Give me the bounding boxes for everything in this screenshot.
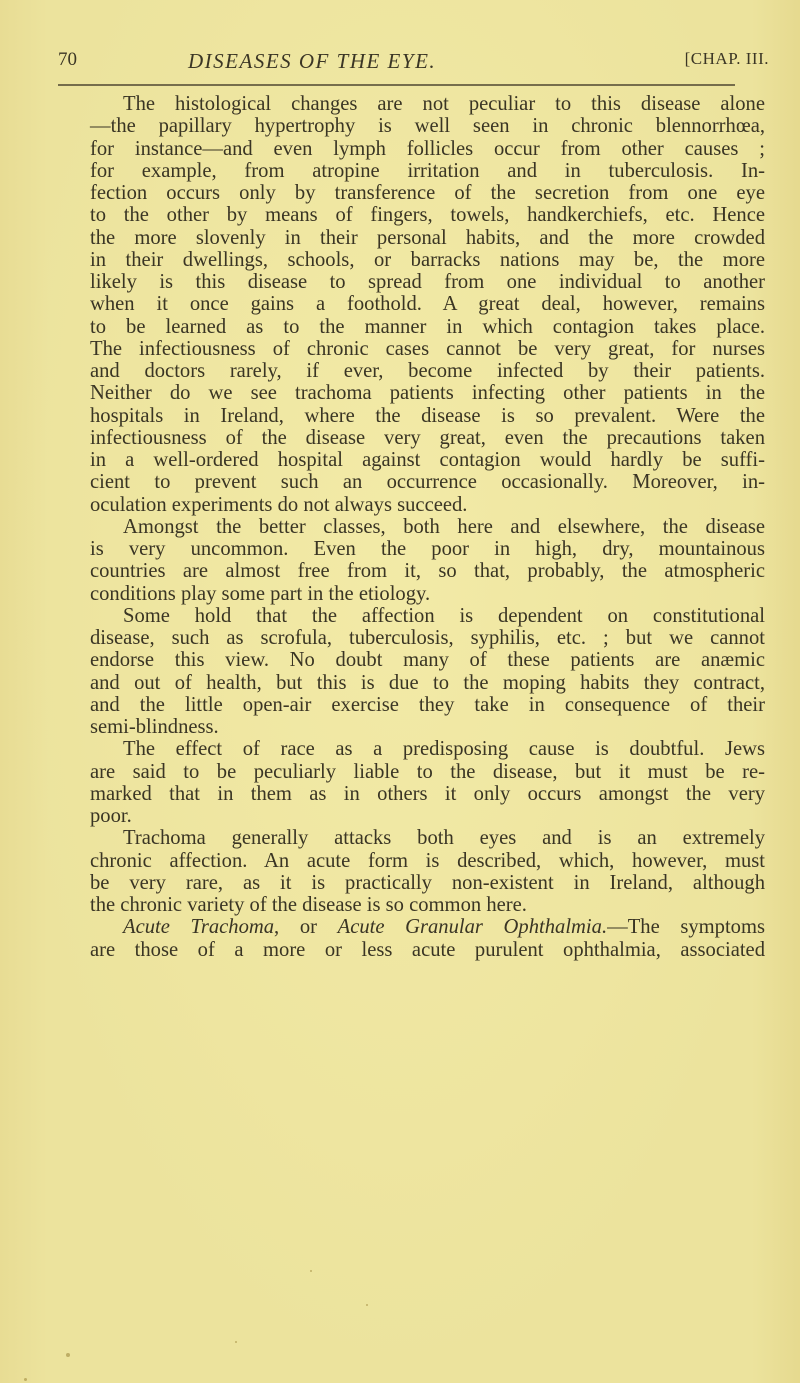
section-heading-italic: Acute Trachoma xyxy=(123,916,275,939)
text-line: oculation experiments do not always succeed. xyxy=(90,493,468,516)
text-line: to the other by means of fingers, towels, handkerchiefs, etc. Hence xyxy=(90,204,765,227)
text-line: chronic affection. An acute form is described, which, however, must xyxy=(90,849,765,872)
text-line: The infectiousness of chronic cases cannot be very great, for nurses xyxy=(90,337,765,360)
text-line: conditions play some part in the etiology. xyxy=(90,582,431,605)
text-line: Amongst the better classes, both here and elsewhere, the disease xyxy=(123,515,765,538)
text-line: and doctors rarely, if ever, become infected by their patients. xyxy=(90,360,765,382)
paragraph xyxy=(90,516,765,605)
text-line: likely is this disease to spread from one individual to another xyxy=(90,271,765,293)
paragraph xyxy=(90,916,765,961)
body-text xyxy=(90,93,765,961)
chapter-label: [CHAP. III. xyxy=(684,49,769,68)
text-line: to be learned as to the manner in which contagion takes place. xyxy=(90,315,765,338)
section-heading-italic: Acute Granular Ophthalmia. xyxy=(337,916,608,939)
text-line: when it once gains a foothold. A great deal, however, remains xyxy=(90,293,765,316)
text-line: the chronic variety of the disease is so common here. xyxy=(90,894,527,916)
text-line: and out of health, but this is due to the moping habits they contract, xyxy=(90,671,765,694)
text-line xyxy=(90,916,765,938)
header-rule xyxy=(58,84,735,86)
paper-speck xyxy=(235,1341,237,1343)
paragraph xyxy=(90,738,765,827)
book-page xyxy=(58,49,769,75)
paper-speck xyxy=(366,1304,368,1306)
text-line: the more slovenly in their personal habits, and the more crowded xyxy=(90,226,765,249)
text-line: and the little open-air exercise they take in consequence of their xyxy=(90,693,765,716)
lead-rest-text: —The symptoms xyxy=(607,916,766,939)
text-line: Trachoma generally attacks both eyes and is an extremely xyxy=(123,827,765,850)
connector-text: , or xyxy=(274,916,338,939)
text-line: semi-blindness. xyxy=(90,716,219,738)
text-line: for instance—and even lymph follicles occur from other causes ; xyxy=(90,137,765,160)
text-line: endorse this view. No doubt many of these patients are anæmic xyxy=(90,649,765,672)
text-line: fection occurs only by transference of the secretion from one eye xyxy=(90,182,765,204)
page-number: 70 xyxy=(58,49,77,70)
paper-speck xyxy=(66,1353,70,1357)
text-line: Some hold that the affection is dependent on constitutional xyxy=(123,604,765,627)
text-line: hospitals in Ireland, where the disease is so prevalent. Were the xyxy=(90,404,765,427)
paragraph xyxy=(90,827,765,916)
text-line: in a well-ordered hospital against contagion would hardly be suffi- xyxy=(90,449,765,471)
text-line: countries are almost free from it, so that, probably, the atmospheric xyxy=(90,560,765,583)
paper-speck xyxy=(310,1270,312,1272)
text-line: —the papillary hypertrophy is well seen in chronic blennorrhœa, xyxy=(90,115,765,138)
text-line: in their dwellings, schools, or barracks nations may be, the more xyxy=(90,248,765,271)
text-line: The effect of race as a predisposing cause is doubtful. Jews xyxy=(123,738,765,761)
text-line: marked that in them as in others it only occurs amongst the very xyxy=(90,782,765,805)
text-line: for example, from atropine irritation and in tuberculosis. In- xyxy=(90,159,765,182)
text-line: cient to prevent such an occurrence occasionally. Moreover, in- xyxy=(90,471,765,494)
running-head xyxy=(58,49,769,75)
text-line: The histological changes are not peculiar to this disease alone xyxy=(123,93,765,115)
text-line: disease, such as scrofula, tuberculosis, syphilis, etc. ; but we cannot xyxy=(90,627,765,649)
text-line: are said to be peculiarly liable to the disease, but it must be re- xyxy=(90,760,765,783)
text-line: is very uncommon. Even the poor in high, dry, mountainous xyxy=(90,538,765,560)
text-line: be very rare, as it is practically non-existent in Ireland, although xyxy=(90,871,765,894)
text-line: infectiousness of the disease very great, even the precautions taken xyxy=(90,426,765,449)
text-line: Neither do we see trachoma patients infecting other patients in the xyxy=(90,382,765,405)
paper-speck xyxy=(24,1378,27,1381)
paragraph xyxy=(90,93,765,516)
text-line: are those of a more or less acute purulent ophthalmia, associated xyxy=(90,938,765,961)
paragraph xyxy=(90,605,765,739)
book-title: DISEASES OF THE EYE. xyxy=(188,49,437,73)
text-line: poor. xyxy=(90,805,132,827)
